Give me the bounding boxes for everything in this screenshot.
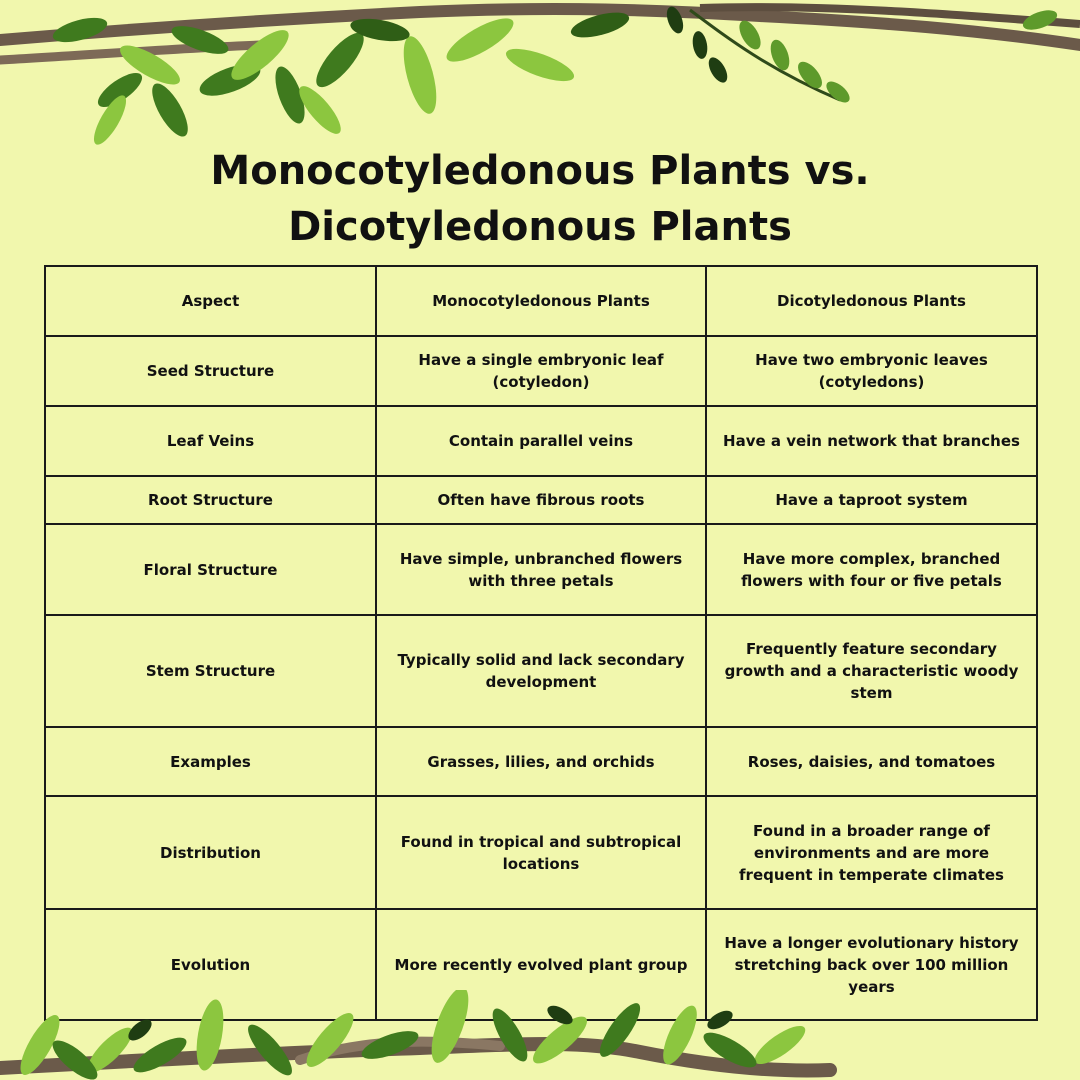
row-aspect-cell: Leaf Veins [45,406,376,476]
table-row [45,909,1037,1020]
row-dicot-cell: Frequently feature secondary growth and a characteristic woody stem [706,615,1037,727]
comparison-table [44,265,1038,1021]
row-aspect-cell: Root Structure [45,476,376,524]
table-header-row [45,266,1037,336]
title-line-1: Monocotyledonous Plants vs. [210,148,870,194]
row-monocot-cell: Typically solid and lack secondary development [376,615,706,727]
row-aspect-cell: Evolution [45,909,376,1020]
row-aspect-cell: Seed Structure [45,336,376,406]
header-aspect: Aspect [45,266,376,336]
table-row [45,406,1037,476]
row-dicot-cell: Have a taproot system [706,476,1037,524]
row-aspect-cell: Distribution [45,796,376,909]
table-row [45,796,1037,909]
row-monocot-cell: Have a single embryonic leaf (cotyledon) [376,336,706,406]
title-line-2: Dicotyledonous Plants [288,204,792,250]
row-monocot-cell: Grasses, lilies, and orchids [376,727,706,796]
row-dicot-cell: Roses, daisies, and tomatoes [706,727,1037,796]
table-row [45,336,1037,406]
row-monocot-cell: Have simple, unbranched flowers with three petals [376,524,706,615]
row-monocot-cell: More recently evolved plant group [376,909,706,1020]
table-row [45,615,1037,727]
top-foliage-decoration [0,0,1080,150]
row-dicot-cell: Have a longer evolutionary history stretching back over 100 million years [706,909,1037,1020]
table-row [45,524,1037,615]
table-row [45,727,1037,796]
table-row [45,476,1037,524]
row-aspect-cell: Stem Structure [45,615,376,727]
row-aspect-cell: Floral Structure [45,524,376,615]
row-monocot-cell: Contain parallel veins [376,406,706,476]
row-monocot-cell: Often have fibrous roots [376,476,706,524]
header-dicot: Dicotyledonous Plants [706,266,1037,336]
row-aspect-cell: Examples [45,727,376,796]
page-title [0,143,1080,255]
row-dicot-cell: Have two embryonic leaves (cotyledons) [706,336,1037,406]
row-dicot-cell: Have more complex, branched flowers with four or five petals [706,524,1037,615]
row-dicot-cell: Found in a broader range of environments and are more frequent in temperate climates [706,796,1037,909]
row-dicot-cell: Have a vein network that branches [706,406,1037,476]
header-monocot: Monocotyledonous Plants [376,266,706,336]
row-monocot-cell: Found in tropical and subtropical locations [376,796,706,909]
